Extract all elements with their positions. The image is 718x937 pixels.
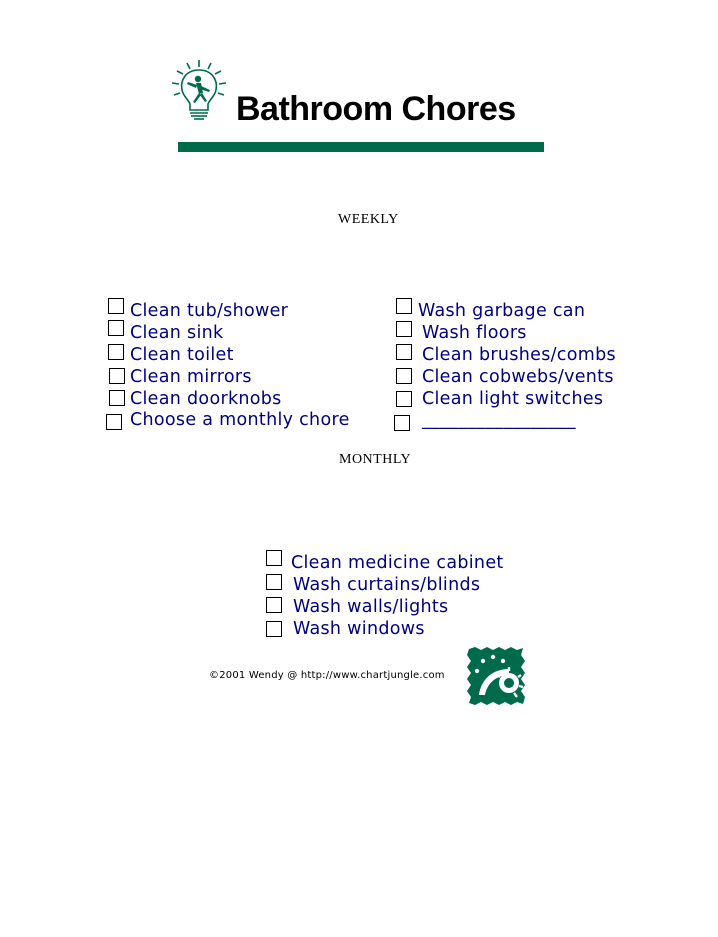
chore-label: Clean light switches [422, 389, 604, 409]
chore-checkbox[interactable] [396, 368, 412, 384]
chore-checkbox[interactable] [266, 550, 282, 566]
title-underline [178, 142, 544, 152]
chore-checkbox[interactable] [109, 390, 125, 406]
chore-label: _________________ [422, 410, 576, 430]
chore-checkbox[interactable] [396, 298, 412, 314]
chore-checkbox[interactable] [108, 344, 124, 360]
chore-checkbox[interactable] [394, 415, 410, 431]
chore-label: Wash walls/lights [293, 597, 449, 617]
chartjungle-sun-badge-icon [463, 645, 529, 707]
monthly-heading: MONTHLY [339, 452, 412, 467]
chore-checkbox[interactable] [106, 414, 122, 430]
chore-checkbox[interactable] [266, 574, 282, 590]
chore-label: Clean toilet [130, 345, 234, 365]
chore-checkbox[interactable] [108, 320, 124, 336]
chore-checkbox[interactable] [266, 597, 282, 613]
copyright-text: ©2001 Wendy @ http://www.chartjungle.com [209, 670, 445, 681]
chore-checkbox[interactable] [396, 344, 412, 360]
chore-label: Clean brushes/combs [422, 345, 616, 365]
chore-label: Clean medicine cabinet [291, 553, 504, 573]
chore-label: Clean mirrors [130, 367, 252, 387]
chore-label: Clean cobwebs/vents [422, 367, 614, 387]
chore-label: Wash windows [293, 619, 425, 639]
page-title: Bathroom Chores [236, 90, 516, 128]
lightbulb-person-icon [168, 58, 230, 124]
chore-label: Wash curtains/blinds [293, 575, 481, 595]
weekly-heading: WEEKLY [338, 212, 399, 227]
chore-checkbox[interactable] [108, 298, 124, 314]
chore-label: Clean sink [130, 323, 224, 343]
chore-label: Wash garbage can [418, 301, 586, 321]
chore-label: Wash floors [422, 323, 527, 343]
chore-label: Clean tub/shower [130, 301, 289, 321]
chore-checkbox[interactable] [396, 321, 412, 337]
chore-checkbox[interactable] [109, 368, 125, 384]
chore-checkbox[interactable] [266, 621, 282, 637]
chore-checkbox[interactable] [396, 391, 412, 407]
chore-label: Choose a monthly chore [130, 410, 350, 430]
chore-label: Clean doorknobs [130, 389, 282, 409]
